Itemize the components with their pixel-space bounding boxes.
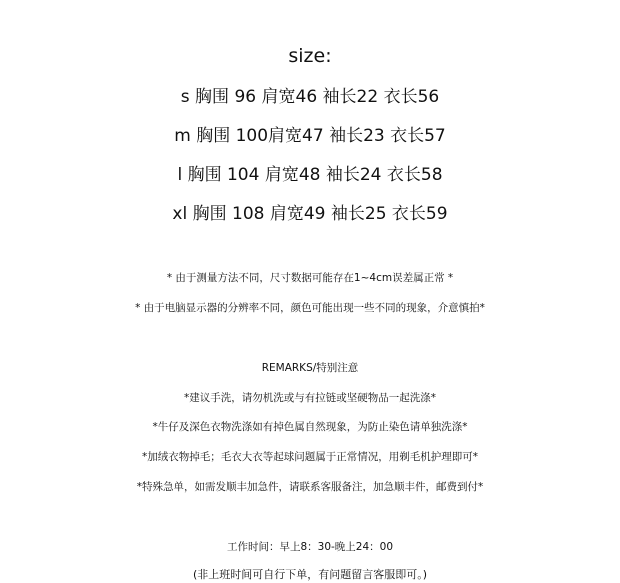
measurement-note: * 由于测量方法不同，尺寸数据可能存在1~4cm误差属正常 *	[166, 272, 454, 284]
remark-item-express: *特殊急单，如需发顺丰加急件，请联系客服备注，加急顺丰件，邮费到付*	[136, 481, 484, 493]
service-hours: 工作时间：早上8：30-晚上24：00	[226, 541, 394, 553]
size-row-s: s 胸围 96 肩宽46 袖长22 衣长56	[180, 87, 440, 107]
service-hours-note: (非上班时间可自行下单，有问题留言客服即可。)	[192, 568, 428, 581]
size-row-l: l 胸围 104 肩宽48 袖长24 衣长58	[177, 165, 443, 185]
size-row-m: m 胸围 100肩宽47 袖长23 衣长57	[174, 126, 446, 146]
remark-item-color-fading: *牛仔及深色衣物洗涤如有掉色属自然现象，为防止染色请单独洗涤*	[152, 421, 468, 433]
size-title: size:	[288, 45, 332, 67]
remark-item-washing: *建议手洗，请勿机洗或与有拉链或坚硬物品一起洗涤*	[184, 392, 436, 404]
size-row-xl: xl 胸围 108 肩宽49 袖长25 衣长59	[172, 204, 448, 224]
remarks-title: REMARKS/特别注意	[261, 362, 359, 374]
remark-item-pilling: *加绒衣物掉毛；毛衣大衣等起球问题属于正常情况，用剃毛机护理即可*	[142, 451, 478, 463]
color-note: * 由于电脑显示器的分辨率不同，颜色可能出现一些不同的现象，介意慎拍*	[135, 302, 485, 314]
